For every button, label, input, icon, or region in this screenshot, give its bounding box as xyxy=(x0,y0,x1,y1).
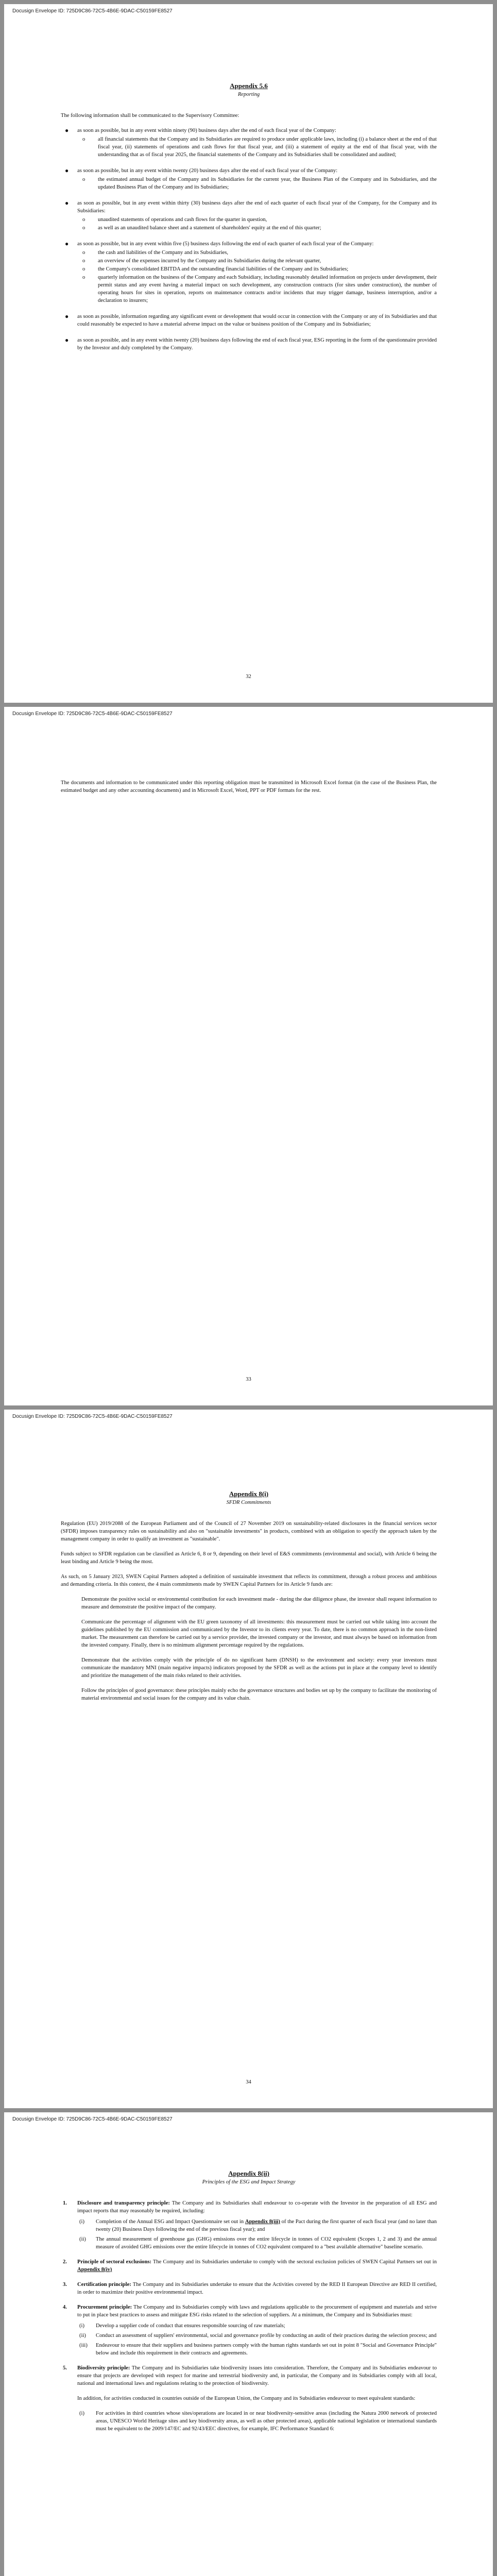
sub-list xyxy=(77,176,437,191)
principle-number: 2. xyxy=(63,2259,67,2265)
circle-bullet-icon: o xyxy=(82,266,85,272)
principle-title: Disclosure and transparency principle: xyxy=(77,2200,170,2206)
sub-item-text: as well as an unaudited balance sheet and a statement of shareholders' equity at the end of this quarter; xyxy=(98,225,321,231)
sub-list xyxy=(77,216,437,232)
reporting-intro: The following information shall be communicated to the Supervisory Committee: xyxy=(61,113,239,118)
appendix-8i-subheading: SFDR Commitments xyxy=(226,1500,271,1505)
subitem-text: Develop a supplier code of conduct that ensures responsible sourcing of raw materials; xyxy=(96,2323,285,2329)
roman-numeral: (ii) xyxy=(79,2236,86,2242)
page-number: 32 xyxy=(246,674,251,680)
envelope-id: Docusign Envelope ID: 725D9C86-72C5-4B6E-9DAC-C50159FE8527 xyxy=(12,1414,173,1419)
appendix-reference: Appendix 8(iii) xyxy=(245,2219,280,2225)
appendix-5-6-subheading: Reporting xyxy=(237,92,260,97)
sub-item-text: the cash and liabilities of the Company and its Subsidiaries, xyxy=(98,250,229,256)
page-32-content xyxy=(61,81,437,360)
principle-subitem xyxy=(77,2332,437,2340)
principle-text: The Company and its Subsidiaries undertake to comply with the sectoral exclusion policies of SWEN Capital Partners set out in xyxy=(151,2259,437,2265)
sub-item-text: quarterly information on the business of the Company and each Subsidiary, including reasonably detailed information on projects under development, their permit status and any event having a material impact on such development, any construction contracts (for sites under construction), the number of operating hours for sites in operation, reports on maintenance contracts and/or incidents that may trigger damage, business interruption, and/or a declaration to insurers; xyxy=(98,275,437,303)
principle-subitem xyxy=(77,2218,437,2233)
principle-item xyxy=(61,2364,437,2387)
subitem-text: Conduct an assessment of suppliers' environmental, social and governance profile by conducting an audit of their practices during the selection process; and xyxy=(96,2333,437,2338)
circle-bullet-icon: o xyxy=(82,177,85,182)
closing-items xyxy=(77,2410,437,2433)
reporting-bullet xyxy=(61,336,437,352)
reporting-bullet xyxy=(61,240,437,304)
format-paragraph: The documents and information to be communicated under this reporting obligation must be transmitted in Microsoft Excel format (in the case of the Business Plan, the estimated budget and any other accounting documents) and in Microsoft Excel, Word, PPT or PDF formats for the rest. xyxy=(61,780,437,793)
reporting-bullet-list xyxy=(61,127,437,352)
appendix-8ii-heading: Appendix 8(ii) xyxy=(228,2170,269,2177)
circle-bullet-icon: o xyxy=(82,258,85,264)
principle-item xyxy=(61,2303,437,2357)
roman-numeral: (ii) xyxy=(79,2333,86,2338)
reporting-bullet xyxy=(61,127,437,159)
sub-item-text: the estimated annual budget of the Company and its Subsidiaries for the current year, the Business Plan of the Company and its Subsidiaries, and the updated Business Plan of the Company and its Subsidiaries; xyxy=(98,177,437,190)
principle-text: The Company and its Subsidiaries shall endeavour to co-operate with the Investor in the preparation of all ESG and impact reports that may reasonably be required, including: xyxy=(77,2200,437,2214)
sub-item-text: an overview of the expenses incurred by the Company and its Subsidiaries during the relevant quarter, xyxy=(98,258,321,264)
envelope-id: Docusign Envelope ID: 725D9C86-72C5-4B6E-9DAC-C50159FE8527 xyxy=(12,711,173,717)
reporting-bullet xyxy=(61,167,437,191)
sub-item xyxy=(77,265,437,273)
appendix-5-6-heading: Appendix 5.6 xyxy=(230,82,268,90)
page-35 xyxy=(4,2112,493,2576)
page-33 xyxy=(4,707,493,1405)
appendix-reference: Appendix 8(iv) xyxy=(77,2267,112,2273)
bullet-text: as soon as possible, but in any event within ninety (90) business days after the end of each fiscal year of the Company: xyxy=(77,128,336,133)
sfdr-paragraph: Regulation (EU) 2019/2088 of the European Parliament and of the Council of 27 November 2019 on sustainability-related disclosures in the financial services sector (SFDR) imposes transparency rules on sustainability and also on "sustainable investments" in products, combined with an obligation to specify the approach taken by the management company in order to qualify an investment as "sustainable". xyxy=(61,1521,437,1542)
appendix-8ii-subheading: Principles of the ESG and Impact Strategy xyxy=(202,2179,296,2185)
closing-item-text: For activities in third countries whose sites/operations are located in or near biodiversity-sensitive areas (including the Natura 2000 network of protected areas, UNESCO World Heritage sites and key biodiversity areas, as well as other protected areas), applicable national legislation or international standards must be equivalent to the 2009/147/EC and 92/43/EEC directives, for example, IFC Performance Standard 6: xyxy=(96,2411,437,2432)
bullet-icon: ● xyxy=(65,199,69,207)
reporting-bullet xyxy=(61,199,437,232)
circle-bullet-icon: o xyxy=(82,217,85,223)
roman-numeral: (iii) xyxy=(79,2343,88,2348)
principle-title: Certification principle: xyxy=(77,2282,131,2287)
principle-subitem xyxy=(77,2322,437,2330)
principle-title: Procurement principle: xyxy=(77,2304,132,2310)
roman-numeral: (i) xyxy=(79,2323,84,2329)
bullet-icon: ● xyxy=(65,336,69,344)
principle-subitem xyxy=(77,2235,437,2251)
principle-item xyxy=(61,2281,437,2296)
circle-bullet-icon: o xyxy=(82,250,85,256)
circle-bullet-icon: o xyxy=(82,137,85,142)
envelope-id: Docusign Envelope ID: 725D9C86-72C5-4B6E-9DAC-C50159FE8527 xyxy=(12,2116,173,2122)
sfdr-paragraph: As such, on 5 January 2023, SWEN Capital Partners adopted a definition of sustainable investment that reflects its commitment, through a robust process and ambitious and demanding criteria. In this context, the 4 main commitments made by SWEN Capital Partners for its Article 9 funds are: xyxy=(61,1574,437,1587)
page-32 xyxy=(4,4,493,703)
appendix-8i-heading: Appendix 8(i) xyxy=(229,1490,269,1498)
principles-list xyxy=(61,2199,437,2387)
bullet-icon: ● xyxy=(65,313,69,320)
bullet-icon: ● xyxy=(65,167,69,174)
commitment-item: Follow the principles of good governance: these principles mainly echo the governance structures and bodies set up by the company to facilitate the monitoring of material environmental and social issues for the company and its value chain. xyxy=(81,1688,437,1701)
principle-subitem xyxy=(77,2342,437,2357)
subitem-text: The annual measurement of greenhouse gas (GHG) emissions over the entire lifecycle in tonnes of CO2 equivalent (Scopes 1, 2 and 3) and the annual measure of avoided GHG emissions over the entire lifecycle in tonnes of CO2 equivalent compared to a "best available alternative" baseline scenario. xyxy=(96,2236,437,2250)
principle-subitems xyxy=(77,2322,437,2357)
sub-item xyxy=(77,274,437,304)
closing-paragraph: In addition, for activities conducted in countries outside of the European Union, the Company and its Subsidiaries endeavour to meet equivalent standards: xyxy=(77,2396,416,2401)
closing-item xyxy=(77,2410,437,2433)
page-number: 34 xyxy=(246,2079,251,2085)
subitem-text: Completion of the Annual ESG and Impact Questionnaire set out in xyxy=(96,2219,245,2225)
bullet-icon: ● xyxy=(65,240,69,247)
bullet-text: as soon as possible, but in any event within five (5) business days following the end of each quarter of each fiscal year of the Company: xyxy=(77,241,374,247)
commitment-item: Demonstrate the positive social or environmental contribution for each investment made - during the due diligence phase, the investor shall request information to measure and demonstrate the positive impact of the company. xyxy=(81,1597,437,1610)
envelope-id: Docusign Envelope ID: 725D9C86-72C5-4B6E-9DAC-C50159FE8527 xyxy=(12,8,173,14)
sub-item xyxy=(77,249,437,257)
principle-title: Biodiversity principle: xyxy=(77,2365,130,2371)
sub-item xyxy=(77,224,437,232)
bullet-icon: ● xyxy=(65,127,69,134)
principle-number: 3. xyxy=(63,2282,67,2287)
principle-title: Principle of sectoral exclusions: xyxy=(77,2259,152,2265)
principle-item xyxy=(61,2199,437,2251)
sub-item xyxy=(77,135,437,159)
sub-item xyxy=(77,216,437,224)
principle-text: The Company and its Subsidiaries undertake to ensure that the Activities covered by the RED II European Directive are RED II certified, in order to maximize their positive environmental impact. xyxy=(77,2282,437,2295)
principle-text: The Company and its Subsidiaries comply with laws and regulations applicable to the procurement of equipment and materials and strive to put in place best practices to assess and mitigate ESG risks related to the selection of suppliers. At a minimum, the Company and its Subsidiaries must: xyxy=(77,2304,437,2318)
page-number: 33 xyxy=(246,1377,251,1382)
circle-bullet-icon: o xyxy=(82,225,85,231)
sub-item-text: unaudited statements of operations and cash flows for the quarter in question, xyxy=(98,217,267,223)
subitem-text-continued: of the Pact during the first quarter of each fiscal year (and no later than twenty (20) Business Days following the end of the previous fiscal year); and xyxy=(96,2219,437,2232)
sub-item xyxy=(77,257,437,265)
reporting-bullet xyxy=(61,313,437,328)
commitment-item: Communicate the percentage of alignment with the EU green taxonomy of all investments: this measurement must be carried out while taking into account the guidelines published by the EU commission and communicated by the Investor to its clients every year. To date, there is no common approach in the non-listed market. The measurement can therefore be carried out by a service provider, the invested company or the investor, and must always be based on information from the invested company. Finally, there is no minimum alignment percentage required by the regulations. xyxy=(81,1619,437,1648)
commitments-list xyxy=(81,1596,437,1702)
page-34 xyxy=(4,1410,493,2108)
principle-number: 5. xyxy=(63,2365,67,2371)
sfdr-paragraph: Funds subject to SFDR regulation can be classified as Article 6, 8 or 9, depending on their level of E&S commitments (environmental and social), with Article 6 being the least binding and Article 9 being the most. xyxy=(61,1551,437,1565)
principle-item xyxy=(61,2258,437,2274)
bullet-text: as soon as possible, information regarding any significant event or development that would occur in connection with the Company or any of its Subsidiaries and that could reasonably be expected to have a material adverse impact on the value or business position of the Company and its Subsidiaries; xyxy=(77,314,437,327)
bullet-text: as soon as possible, but in any event within twenty (20) business days after the end of each fiscal year of the Company: xyxy=(77,168,338,174)
principle-subitems xyxy=(77,2218,437,2251)
sub-item-text: all financial statements that the Company and its Subsidiaries are required to produce under applicable laws, including (i) a balance sheet at the end of that fiscal year, (ii) statements of operations and cash flows for that fiscal year, and (iii) a statement of equity at the end of that fiscal year, with the understanding that as of fiscal year 2025, the financial statements of the Company and its Subsidiaries shall be consolidated and audited; xyxy=(98,137,437,158)
bullet-text: as soon as possible, but in any event within thirty (30) business days after the end of each quarter of each fiscal year of the Company, for the Company and its Subsidiaries: xyxy=(77,200,437,214)
page-34-content xyxy=(61,1489,437,1709)
sub-list xyxy=(77,135,437,159)
circle-bullet-icon: o xyxy=(82,275,85,280)
page-33-content xyxy=(61,779,437,802)
principle-text: The Company and its Subsidiaries take biodiversity issues into consideration. Therefore, the Company and its Subsidiaries endeavour to ensure that projects are developed with respect for marine and terrestrial biodiversity and, in particular, the Company and its Subsidiaries comply with all local, national and international laws and regulations relating to the protection of biodiversity. xyxy=(77,2365,437,2386)
principle-number: 1. xyxy=(63,2200,67,2206)
bullet-text: as soon as possible, and in any event within twenty (20) business days following the end of each fiscal year, ESG reporting in the form of the questionnaire provided by the Investor and duly completed by the Company. xyxy=(77,337,437,351)
sub-item-text: the Company's consolidated EBITDA and the outstanding financial liabilities of the Company and its Subsidiaries; xyxy=(98,266,349,272)
principle-number: 4. xyxy=(63,2304,67,2310)
roman-numeral: (i) xyxy=(79,2219,84,2225)
sub-item xyxy=(77,176,437,191)
subitem-text: Endeavour to ensure that their suppliers and business partners comply with the human rights standards set out in point 8 "Social and Governance Principle" below and include this requirement in their contracts and agreements. xyxy=(96,2343,437,2356)
commitment-item: Demonstrate that the activities comply with the principle of do no significant harm (DNSH) to the environment and society: every year investors must communicate the mandatory MNI (main negative impacts) indicators proposed by the SFDR as well as the actions put in place at the company level to identify and prioritize the management of the main risks related to their activities. xyxy=(81,1657,437,1679)
page-35-content xyxy=(61,2169,437,2435)
sub-list xyxy=(77,249,437,304)
roman-numeral: (i) xyxy=(79,2411,84,2416)
